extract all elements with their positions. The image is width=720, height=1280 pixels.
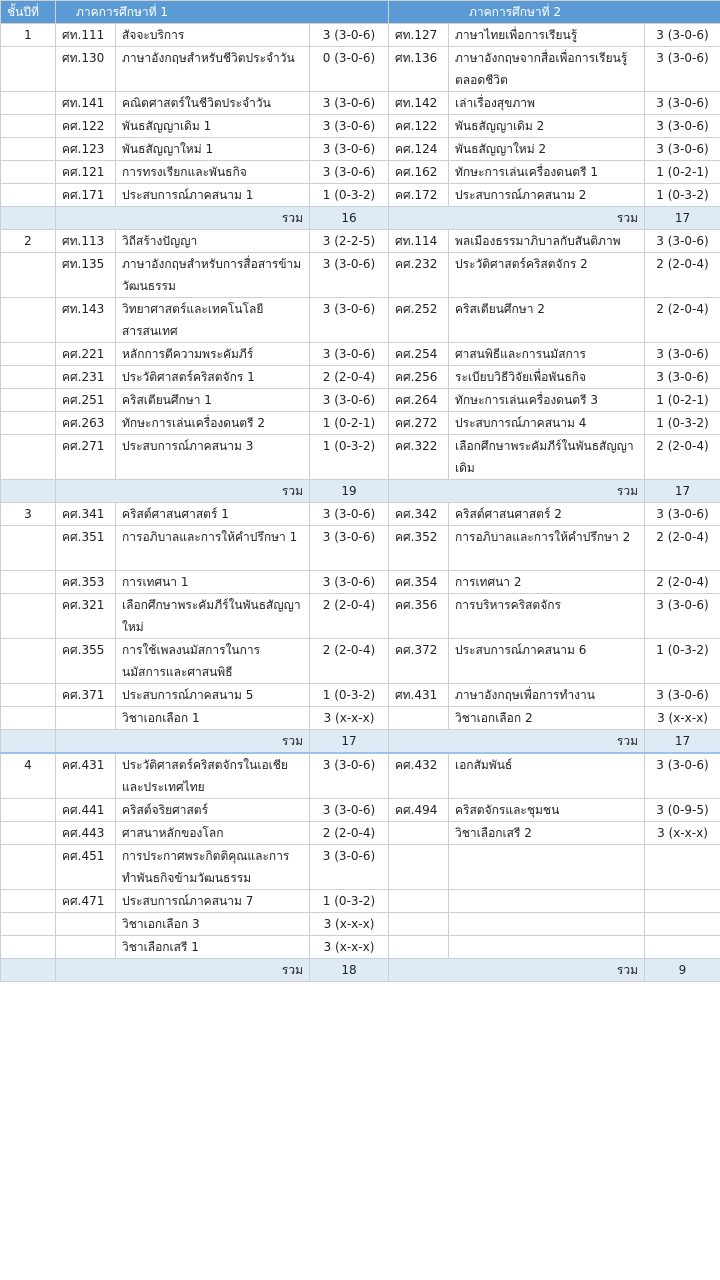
course-code-sem1: ศท.135 <box>56 253 116 298</box>
course-credits-sem2 <box>645 890 720 913</box>
course-row <box>1 639 720 684</box>
course-credits-sem1: 3 (x-x-x) <box>310 936 389 959</box>
course-name-sem2: วิชาเอกเลือก 2 <box>449 707 645 730</box>
course-name-sem2: พันธสัญญาใหม่ 2 <box>449 138 645 161</box>
total-label-sem1: รวม <box>56 207 310 230</box>
course-row <box>1 822 720 845</box>
course-code-sem1: คศ.271 <box>56 435 116 480</box>
total-row <box>1 480 720 503</box>
course-credits-sem1: 3 (3-0-6) <box>310 343 389 366</box>
course-name-sem1: วิชาเลือกเสรี 1 <box>116 936 310 959</box>
course-credits-sem1: 2 (2-0-4) <box>310 822 389 845</box>
course-credits-sem1: 1 (0-2-1) <box>310 412 389 435</box>
course-name-sem2: ภาษาไทยเพื่อการเรียนรู้ <box>449 24 645 47</box>
course-credits-sem1: 1 (0-3-2) <box>310 435 389 480</box>
course-credits-sem2: 1 (0-2-1) <box>645 161 720 184</box>
course-name-sem2: การบริหารคริสตจักร <box>449 594 645 639</box>
year-number <box>1 92 56 115</box>
course-name-sem2 <box>449 845 645 890</box>
year-number <box>1 571 56 594</box>
course-code-sem2 <box>389 913 449 936</box>
year-number <box>1 594 56 639</box>
course-code-sem1: คศ.471 <box>56 890 116 913</box>
course-name-sem1: เลือกศึกษาพระคัมภีร์ในพันธสัญญาใหม่ <box>116 594 310 639</box>
course-code-sem1: คศ.431 <box>56 753 116 799</box>
course-row <box>1 343 720 366</box>
course-name-sem1: หลักการตีความพระคัมภีร์ <box>116 343 310 366</box>
course-name-sem2: ทักษะการเล่นเครื่องดนตรี 3 <box>449 389 645 412</box>
course-credits-sem2: 3 (3-0-6) <box>645 753 720 799</box>
year-number <box>1 936 56 959</box>
year-number <box>1 913 56 936</box>
course-code-sem2 <box>389 822 449 845</box>
course-credits-sem2: 3 (3-0-6) <box>645 343 720 366</box>
total-credits-sem1: 16 <box>310 207 389 230</box>
course-credits-sem2: 3 (3-0-6) <box>645 115 720 138</box>
course-code-sem1: ศท.113 <box>56 230 116 253</box>
course-name-sem2: เลือกศึกษาพระคัมภีร์ในพันธสัญญาเดิม <box>449 435 645 480</box>
course-name-sem1: ศาสนาหลักของโลก <box>116 822 310 845</box>
course-code-sem1: คศ.263 <box>56 412 116 435</box>
course-name-sem1: คริสต์ศาสนศาสตร์ 1 <box>116 503 310 526</box>
course-row <box>1 161 720 184</box>
course-name-sem2: ภาษาอังกฤษจากสื่อเพื่อการเรียนรู้ตลอดชีวิต <box>449 47 645 92</box>
course-row <box>1 594 720 639</box>
course-row <box>1 298 720 343</box>
total-row <box>1 207 720 230</box>
course-row <box>1 47 720 92</box>
course-row <box>1 936 720 959</box>
course-code-sem2: คศ.342 <box>389 503 449 526</box>
course-credits-sem1: 1 (0-3-2) <box>310 890 389 913</box>
course-code-sem1: คศ.221 <box>56 343 116 366</box>
course-credits-sem1: 3 (3-0-6) <box>310 799 389 822</box>
course-row <box>1 366 720 389</box>
course-code-sem2 <box>389 890 449 913</box>
course-code-sem1: คศ.371 <box>56 684 116 707</box>
course-credits-sem1: 2 (2-0-4) <box>310 366 389 389</box>
year-number <box>1 47 56 92</box>
course-credits-sem1: 3 (3-0-6) <box>310 92 389 115</box>
year-number <box>1 435 56 480</box>
total-label-sem1: รวม <box>56 959 310 982</box>
year-number <box>1 138 56 161</box>
course-name-sem2: ประสบการณ์ภาคสนาม 6 <box>449 639 645 684</box>
course-name-sem2: ประสบการณ์ภาคสนาม 2 <box>449 184 645 207</box>
course-credits-sem2: 3 (x-x-x) <box>645 707 720 730</box>
course-credits-sem2: 3 (x-x-x) <box>645 822 720 845</box>
course-row <box>1 526 720 571</box>
total-spacer <box>1 959 56 982</box>
course-credits-sem1: 3 (2-2-5) <box>310 230 389 253</box>
total-credits-sem2: 9 <box>645 959 720 982</box>
course-row <box>1 24 720 47</box>
course-code-sem1: คศ.451 <box>56 845 116 890</box>
course-code-sem2: คศ.252 <box>389 298 449 343</box>
course-code-sem2: ศท.114 <box>389 230 449 253</box>
course-name-sem1: การเทศนา 1 <box>116 571 310 594</box>
course-code-sem2: คศ.432 <box>389 753 449 799</box>
course-code-sem1: คศ.123 <box>56 138 116 161</box>
course-name-sem1: ประวัติศาสตร์คริสตจักร 1 <box>116 366 310 389</box>
course-name-sem1: การทรงเรียกและพันธกิจ <box>116 161 310 184</box>
year-number <box>1 366 56 389</box>
total-label-sem1: รวม <box>56 480 310 503</box>
course-row <box>1 707 720 730</box>
course-code-sem1: ศท.141 <box>56 92 116 115</box>
course-code-sem1: คศ.122 <box>56 115 116 138</box>
year-number <box>1 298 56 343</box>
course-code-sem2 <box>389 845 449 890</box>
course-name-sem2 <box>449 936 645 959</box>
course-name-sem1: คณิตศาสตร์ในชีวิตประจำวัน <box>116 92 310 115</box>
course-name-sem2: พันธสัญญาเดิม 2 <box>449 115 645 138</box>
course-row <box>1 571 720 594</box>
course-credits-sem1: 3 (3-0-6) <box>310 503 389 526</box>
year-number <box>1 343 56 366</box>
course-credits-sem1: 2 (2-0-4) <box>310 639 389 684</box>
course-code-sem1: คศ.121 <box>56 161 116 184</box>
year-number <box>1 184 56 207</box>
course-code-sem1: ศท.130 <box>56 47 116 92</box>
course-credits-sem2: 1 (0-3-2) <box>645 184 720 207</box>
course-credits-sem2: 2 (2-0-4) <box>645 526 720 571</box>
course-row <box>1 753 720 799</box>
course-name-sem1: ประสบการณ์ภาคสนาม 7 <box>116 890 310 913</box>
course-row <box>1 845 720 890</box>
course-credits-sem1: 3 (3-0-6) <box>310 845 389 890</box>
header-semester-2: ภาคการศึกษาที่ 2 <box>389 1 720 24</box>
course-code-sem2: คศ.122 <box>389 115 449 138</box>
course-code-sem2: คศ.254 <box>389 343 449 366</box>
course-name-sem2: คริสต์ศาสนศาสตร์ 2 <box>449 503 645 526</box>
course-credits-sem1: 3 (3-0-6) <box>310 753 389 799</box>
course-code-sem1: คศ.171 <box>56 184 116 207</box>
course-name-sem2: การเทศนา 2 <box>449 571 645 594</box>
course-name-sem1: พันธสัญญาใหม่ 1 <box>116 138 310 161</box>
course-name-sem1: การใช้เพลงนมัสการในการนมัสการและศาสนพิธี <box>116 639 310 684</box>
course-name-sem2: ประวัติศาสตร์คริสตจักร 2 <box>449 253 645 298</box>
course-row <box>1 230 720 253</box>
course-name-sem1: ประสบการณ์ภาคสนาม 1 <box>116 184 310 207</box>
course-row <box>1 503 720 526</box>
course-credits-sem1: 2 (2-0-4) <box>310 594 389 639</box>
year-number: 2 <box>1 230 56 253</box>
header-semester-1: ภาคการศึกษาที่ 1 <box>56 1 389 24</box>
course-row <box>1 412 720 435</box>
course-credits-sem1: 3 (3-0-6) <box>310 138 389 161</box>
course-credits-sem1: 1 (0-3-2) <box>310 684 389 707</box>
year-number <box>1 799 56 822</box>
total-credits-sem2: 17 <box>645 480 720 503</box>
course-code-sem2: คศ.256 <box>389 366 449 389</box>
course-credits-sem2 <box>645 845 720 890</box>
course-name-sem1: วิถีสร้างปัญญา <box>116 230 310 253</box>
course-code-sem2: คศ.494 <box>389 799 449 822</box>
year-number <box>1 253 56 298</box>
course-credits-sem1: 3 (x-x-x) <box>310 913 389 936</box>
course-name-sem1: คริสเตียนศึกษา 1 <box>116 389 310 412</box>
course-code-sem2: คศ.356 <box>389 594 449 639</box>
total-row <box>1 730 720 754</box>
course-name-sem2: คริสตจักรและชุมชน <box>449 799 645 822</box>
course-credits-sem2: 3 (3-0-6) <box>645 594 720 639</box>
course-credits-sem1: 3 (3-0-6) <box>310 24 389 47</box>
total-credits-sem2: 17 <box>645 730 720 754</box>
course-credits-sem2: 3 (3-0-6) <box>645 230 720 253</box>
course-code-sem2: คศ.172 <box>389 184 449 207</box>
course-credits-sem2: 2 (2-0-4) <box>645 571 720 594</box>
course-name-sem2: เอกสัมพันธ์ <box>449 753 645 799</box>
course-name-sem2: วิชาเลือกเสรี 2 <box>449 822 645 845</box>
course-credits-sem2 <box>645 936 720 959</box>
course-credits-sem1: 3 (3-0-6) <box>310 115 389 138</box>
course-code-sem2: คศ.354 <box>389 571 449 594</box>
year-number: 3 <box>1 503 56 526</box>
year-number <box>1 639 56 684</box>
course-code-sem2: ศท.431 <box>389 684 449 707</box>
year-number <box>1 845 56 890</box>
course-code-sem2: คศ.232 <box>389 253 449 298</box>
course-credits-sem2: 3 (3-0-6) <box>645 24 720 47</box>
total-label-sem2: รวม <box>389 730 645 754</box>
course-row <box>1 890 720 913</box>
course-name-sem1: ทักษะการเล่นเครื่องดนตรี 2 <box>116 412 310 435</box>
year-number: 1 <box>1 24 56 47</box>
course-credits-sem2: 1 (0-2-1) <box>645 389 720 412</box>
course-credits-sem1: 3 (3-0-6) <box>310 571 389 594</box>
course-code-sem1: คศ.341 <box>56 503 116 526</box>
course-name-sem2: เล่าเรื่องสุขภาพ <box>449 92 645 115</box>
course-credits-sem1: 3 (3-0-6) <box>310 526 389 571</box>
course-name-sem1: ประสบการณ์ภาคสนาม 3 <box>116 435 310 480</box>
course-name-sem2: ศาสนพิธีและการนมัสการ <box>449 343 645 366</box>
course-credits-sem2: 3 (3-0-6) <box>645 684 720 707</box>
course-name-sem2 <box>449 890 645 913</box>
year-number: 4 <box>1 753 56 799</box>
curriculum-body <box>1 24 720 982</box>
header-row <box>1 1 720 24</box>
year-number <box>1 389 56 412</box>
course-code-sem2: ศท.127 <box>389 24 449 47</box>
course-credits-sem2 <box>645 913 720 936</box>
course-code-sem1: คศ.353 <box>56 571 116 594</box>
course-row <box>1 389 720 412</box>
course-name-sem1: วิชาเอกเลือก 1 <box>116 707 310 730</box>
course-credits-sem2: 2 (2-0-4) <box>645 253 720 298</box>
course-code-sem1: คศ.351 <box>56 526 116 571</box>
total-label-sem1: รวม <box>56 730 310 754</box>
total-spacer <box>1 730 56 754</box>
total-credits-sem2: 17 <box>645 207 720 230</box>
course-credits-sem2: 3 (3-0-6) <box>645 47 720 92</box>
course-code-sem2: คศ.162 <box>389 161 449 184</box>
course-credits-sem2: 3 (3-0-6) <box>645 503 720 526</box>
course-credits-sem2: 2 (2-0-4) <box>645 298 720 343</box>
course-row <box>1 913 720 936</box>
course-row <box>1 799 720 822</box>
total-label-sem2: รวม <box>389 207 645 230</box>
course-code-sem2: ศท.136 <box>389 47 449 92</box>
total-label-sem2: รวม <box>389 480 645 503</box>
course-code-sem1: ศท.143 <box>56 298 116 343</box>
course-name-sem1: การอภิบาลและการให้คำปรึกษา 1 <box>116 526 310 571</box>
course-row <box>1 435 720 480</box>
year-number <box>1 161 56 184</box>
header-year: ชั้นปีที่ <box>1 1 56 24</box>
course-credits-sem2: 3 (3-0-6) <box>645 366 720 389</box>
course-code-sem2: คศ.372 <box>389 639 449 684</box>
course-code-sem2: คศ.124 <box>389 138 449 161</box>
course-row <box>1 684 720 707</box>
course-code-sem1: คศ.441 <box>56 799 116 822</box>
course-row <box>1 92 720 115</box>
course-name-sem1: วิทยาศาสตร์และเทคโนโลยีสารสนเทศ <box>116 298 310 343</box>
year-number <box>1 412 56 435</box>
course-name-sem1: ประวัติศาสตร์คริสตจักรในเอเชียและประเทศไทย <box>116 753 310 799</box>
course-code-sem1 <box>56 707 116 730</box>
course-name-sem1: พันธสัญญาเดิม 1 <box>116 115 310 138</box>
course-code-sem1: คศ.443 <box>56 822 116 845</box>
course-name-sem2: ระเบียบวิธีวิจัยเพื่อพันธกิจ <box>449 366 645 389</box>
course-code-sem1 <box>56 936 116 959</box>
course-code-sem2 <box>389 707 449 730</box>
course-credits-sem1: 3 (3-0-6) <box>310 253 389 298</box>
course-name-sem2: ภาษาอังกฤษเพื่อการทำงาน <box>449 684 645 707</box>
course-credits-sem2: 3 (0-9-5) <box>645 799 720 822</box>
course-code-sem2 <box>389 936 449 959</box>
course-code-sem1 <box>56 913 116 936</box>
course-row <box>1 138 720 161</box>
course-credits-sem1: 3 (x-x-x) <box>310 707 389 730</box>
course-code-sem1: ศท.111 <box>56 24 116 47</box>
course-code-sem1: คศ.321 <box>56 594 116 639</box>
course-credits-sem2: 2 (2-0-4) <box>645 435 720 480</box>
year-number <box>1 707 56 730</box>
course-credits-sem1: 3 (3-0-6) <box>310 298 389 343</box>
course-code-sem2: ศท.142 <box>389 92 449 115</box>
course-name-sem2 <box>449 913 645 936</box>
course-code-sem2: คศ.264 <box>389 389 449 412</box>
course-credits-sem2: 3 (3-0-6) <box>645 92 720 115</box>
course-credits-sem1: 3 (3-0-6) <box>310 161 389 184</box>
course-credits-sem1: 0 (3-0-6) <box>310 47 389 92</box>
course-name-sem1: สัจจะบริการ <box>116 24 310 47</box>
year-number <box>1 822 56 845</box>
course-row <box>1 184 720 207</box>
course-name-sem2: การอภิบาลและการให้คำปรึกษา 2 <box>449 526 645 571</box>
course-credits-sem1: 1 (0-3-2) <box>310 184 389 207</box>
course-name-sem1: การประกาศพระกิตติคุณและการทำพันธกิจข้ามวัฒนธรรม <box>116 845 310 890</box>
course-code-sem1: คศ.231 <box>56 366 116 389</box>
year-number <box>1 684 56 707</box>
course-credits-sem2: 1 (0-3-2) <box>645 412 720 435</box>
year-number <box>1 115 56 138</box>
course-name-sem1: วิชาเอกเลือก 3 <box>116 913 310 936</box>
year-number <box>1 890 56 913</box>
course-row <box>1 115 720 138</box>
year-number <box>1 526 56 571</box>
total-credits-sem1: 17 <box>310 730 389 754</box>
total-label-sem2: รวม <box>389 959 645 982</box>
total-spacer <box>1 207 56 230</box>
course-code-sem2: คศ.272 <box>389 412 449 435</box>
course-name-sem1: คริสต์จริยศาสตร์ <box>116 799 310 822</box>
course-code-sem1: คศ.251 <box>56 389 116 412</box>
total-row <box>1 959 720 982</box>
course-credits-sem2: 1 (0-3-2) <box>645 639 720 684</box>
course-code-sem2: คศ.352 <box>389 526 449 571</box>
course-name-sem1: ภาษาอังกฤษสำหรับชีวิตประจำวัน <box>116 47 310 92</box>
total-credits-sem1: 19 <box>310 480 389 503</box>
course-name-sem2: คริสเตียนศึกษา 2 <box>449 298 645 343</box>
course-name-sem2: ประสบการณ์ภาคสนาม 4 <box>449 412 645 435</box>
total-credits-sem1: 18 <box>310 959 389 982</box>
course-name-sem2: ทักษะการเล่นเครื่องดนตรี 1 <box>449 161 645 184</box>
course-code-sem2: คศ.322 <box>389 435 449 480</box>
course-credits-sem2: 3 (3-0-6) <box>645 138 720 161</box>
course-row <box>1 253 720 298</box>
course-name-sem1: ประสบการณ์ภาคสนาม 5 <box>116 684 310 707</box>
course-credits-sem1: 3 (3-0-6) <box>310 389 389 412</box>
course-code-sem1: คศ.355 <box>56 639 116 684</box>
course-name-sem1: ภาษาอังกฤษสำหรับการสื่อสารข้ามวัฒนธรรม <box>116 253 310 298</box>
course-name-sem2: พลเมืองธรรมาภิบาลกับสันติภาพ <box>449 230 645 253</box>
total-spacer <box>1 480 56 503</box>
